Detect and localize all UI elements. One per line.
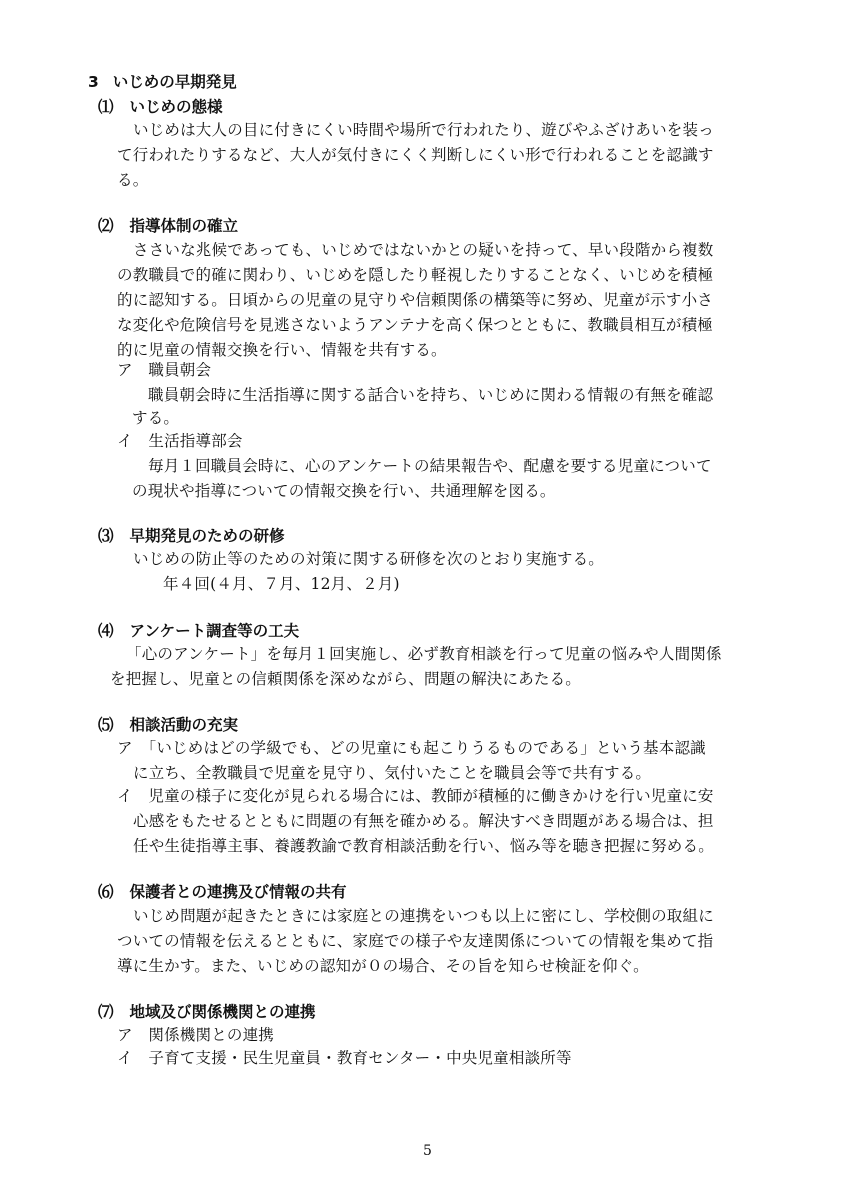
subsection-title: いじめの態様 [129,98,223,116]
paragraph-line: 「心のアンケート」を毎月１回実施し、必ず教育相談を行って児童の悩みや人間関係 [126,645,722,663]
item-label: イ 生活指導部会 [117,432,243,450]
subsection-number: ⑴ [98,98,114,116]
paragraph-line: の現状や指導についての情報交換を行い、共通理解を図る。 [132,482,556,500]
paragraph-line: いじめ問題が起きたときには家庭との連携をいつも以上に密にし、学校側の取組に [133,907,714,925]
item-label: イ 子育て支援・民生児童員・教育センター・中央児童相談所等 [117,1049,572,1067]
subsection-number: ⑺ [98,1003,114,1021]
subsection-number: ⑷ [98,622,114,640]
page-number: 5 [423,1143,432,1159]
subsection-title: 地域及び関係機関との連携 [129,1003,316,1021]
section-heading [88,72,237,92]
subsection-heading [98,526,285,546]
subsection-number: ⑹ [98,883,114,901]
section-number: 3 [88,73,99,91]
paragraph-line: いじめの防止等のための対策に関する研修を次のとおり実施する。 [133,550,605,568]
subsection-heading [98,882,347,902]
paragraph-line: て行われたりするなど、大人が気付きにくく判断しにくい形で行われることを認識す [117,146,714,164]
paragraph-line: 心感をもたせるとともに問題の有無を確かめる。解決すべき問題がある場合は、担 [133,812,714,830]
paragraph-line: 職員朝会時に生活指導に関する話合いを持ち、いじめに関わる情報の有無を確認 [148,386,714,404]
subsection-title: 指導体制の確立 [129,217,239,235]
subsection-heading [98,715,238,735]
paragraph-line: る。 [117,171,149,189]
paragraph-line: する。 [132,409,180,427]
paragraph-line: 任や生徒指導主事、養護教諭で教育相談活動を行い、悩み等を聴き把握に努める。 [133,837,714,855]
training-schedule: 年４回(４月、７月、12月、２月) [163,575,400,593]
subsection-title: 相談活動の充実 [129,716,239,734]
paragraph-line: の教職員で的確に関わり、いじめを隠したり軽視したりすることなく、いじめを積極 [117,266,714,284]
subsection-number: ⑶ [98,527,114,545]
paragraph-line: イ 児童の様子に変化が見られる場合には、教師が積極的に働きかけを行い児童に安 [117,787,714,805]
section-title: いじめの早期発見 [112,73,237,91]
paragraph-line: 毎月１回職員会時に、心のアンケートの結果報告や、配慮を要する児童について [148,457,712,475]
subsection-heading [98,1002,316,1022]
subsection-heading [98,621,299,641]
paragraph-line: 導に生かす。また、いじめの認知が０の場合、その旨を知らせ検証を仰ぐ。 [117,957,649,975]
subsection-title: アンケート調査等の工夫 [129,622,300,640]
paragraph-line: 的に認知する。日頃からの児童の見守りや信頼関係の構築等に努め、児童が示す小さ [117,291,713,309]
item-label: ア 職員朝会 [117,361,212,379]
paragraph-line: な変化や危険信号を見逃さないようアンテナを高く保つとともに、教職員相互が積極 [117,316,713,334]
subsection-title: 早期発見のための研修 [129,527,285,545]
subsection-title: 保護者との連携及び情報の共有 [129,883,347,901]
subsection-heading [98,216,238,236]
paragraph-line: を把握し、児童との信頼関係を深めながら、問題の解決にあたる。 [110,670,582,688]
paragraph-line: いじめは大人の目に付きにくい時間や場所で行われたり、遊びやふざけあいを装っ [133,121,714,139]
subsection-number: ⑵ [98,217,114,235]
paragraph-line: 的に児童の情報交換を行い、情報を共有する。 [117,341,447,359]
subsection-number: ⑸ [98,716,114,734]
item-label: ア 関係機関との連携 [117,1026,275,1044]
paragraph-line: ア 「いじめはどの学級でも、どの児童にも起こりうるものである」という基本認識 [117,739,706,757]
subsection-heading [98,97,223,117]
paragraph-line: ついての情報を伝えるとともに、家庭での様子や友達関係についての情報を集めて指 [117,932,714,950]
paragraph-line: ささいな兆候であっても、いじめではないかとの疑いを持って、早い段階から複数 [133,241,714,259]
paragraph-line: に立ち、全教職員で児童を見守り、気付いたことを職員会等で共有する。 [133,764,652,782]
